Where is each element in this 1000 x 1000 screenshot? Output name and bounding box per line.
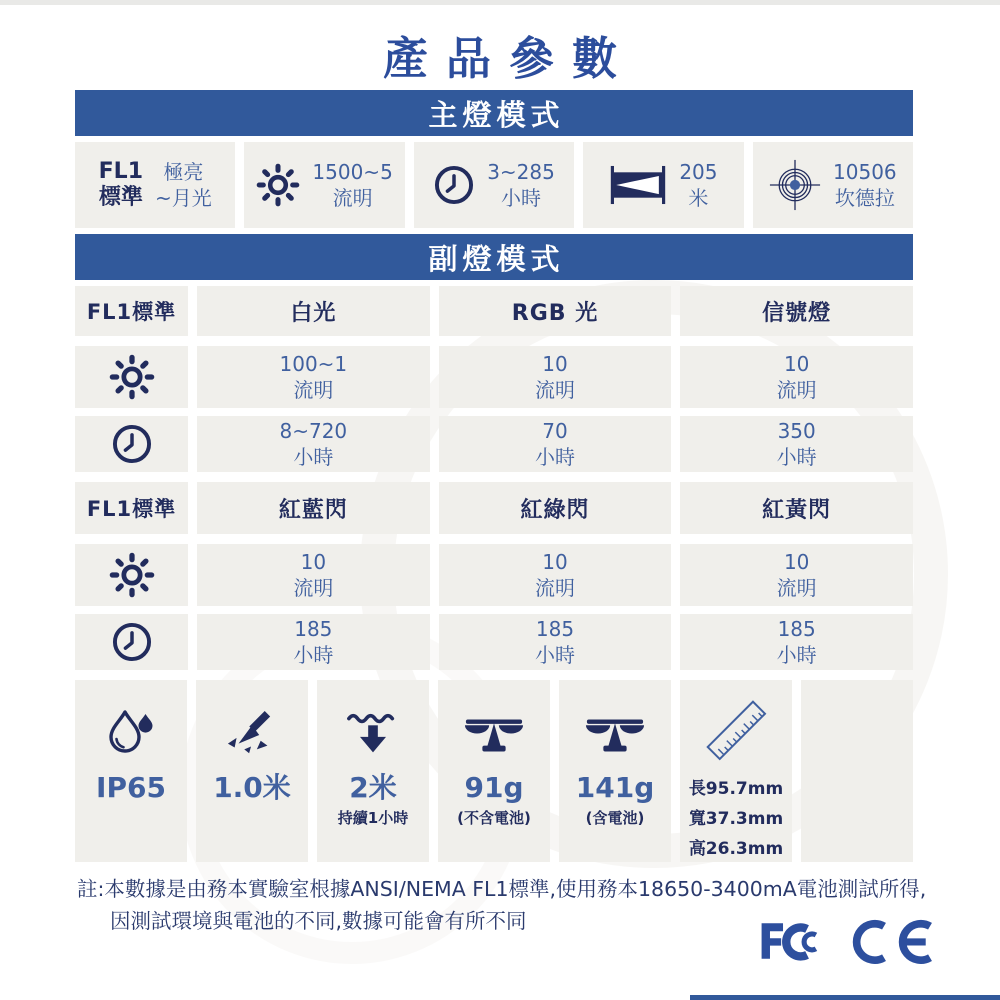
fl1-standard-cell bbox=[75, 142, 235, 228]
signal-light-lumens-cell bbox=[680, 346, 913, 408]
rgb-light-header: RGB 光 bbox=[511, 300, 599, 326]
red-blue-flash-lumens-unit: 流明 bbox=[293, 576, 334, 600]
main-lumens-unit: 流明 bbox=[332, 186, 373, 210]
fl1-standard-header: FL1標準 bbox=[86, 300, 177, 324]
fl1-line1: FL1 bbox=[98, 158, 143, 184]
footnote-line2: 因測試環境與電池的不同,數據可能會有所不同 bbox=[110, 908, 527, 933]
fl1-line2: 標準 bbox=[98, 185, 143, 210]
impact-icon bbox=[225, 696, 279, 772]
red-green-flash-lumens-value: 10 bbox=[542, 550, 568, 574]
sub-table1-runtime-row bbox=[75, 416, 913, 472]
weight-without-battery-cell bbox=[438, 680, 550, 862]
impact-rating-cell bbox=[196, 680, 308, 862]
ratings-row bbox=[75, 680, 913, 862]
sub-table1-standard-cell bbox=[75, 286, 188, 336]
sub-table2-standard-cell bbox=[75, 482, 188, 534]
fl1-standard-label bbox=[99, 159, 143, 212]
scale-icon bbox=[584, 696, 646, 772]
white-light-header: 白光 bbox=[290, 300, 337, 326]
red-yellow-flash-runtime-unit: 小時 bbox=[776, 643, 817, 667]
red-green-flash-lumens-unit: 流明 bbox=[535, 576, 575, 600]
red-blue-flash-lumens-value: 10 bbox=[300, 550, 327, 574]
clock-icon bbox=[433, 164, 475, 206]
red-yellow-flash-lumens-value: 10 bbox=[783, 550, 810, 574]
beam-distance-value: 205 bbox=[679, 160, 718, 184]
brightness-range-label bbox=[155, 159, 212, 211]
red-blue-flash-header-cell bbox=[197, 482, 430, 534]
signal-light-lumens-unit: 流明 bbox=[776, 378, 817, 402]
main-runtime-unit: 小時 bbox=[501, 186, 542, 210]
red-blue-flash-runtime-unit: 小時 bbox=[293, 643, 334, 667]
sub-table2-runtime-row bbox=[75, 614, 913, 670]
sun-icon bbox=[109, 552, 155, 598]
beam-distance-unit: 米 bbox=[688, 186, 709, 210]
footnote-line1: 註:本數據是由務本實驗室根據ANSI/NEMA FL1標準,使用務本18650-3400mA電池測試所得, bbox=[77, 877, 927, 901]
red-yellow-flash-lumens-cell bbox=[680, 544, 913, 606]
rgb-light-runtime-value: 70 bbox=[542, 419, 568, 443]
rgb-light-header-cell bbox=[439, 286, 672, 336]
signal-light-runtime-unit: 小時 bbox=[776, 445, 817, 469]
submersion-rating-note: 持續1小時 bbox=[337, 809, 409, 828]
red-blue-flash-runtime-cell bbox=[197, 614, 430, 670]
level-line2: ~月光 bbox=[155, 186, 212, 210]
submersion-rating-cell bbox=[317, 680, 429, 862]
sub-mode-header-label: 副燈模式 bbox=[428, 241, 565, 276]
red-blue-flash-header: 紅藍閃 bbox=[278, 497, 348, 523]
dimension-width: 寬37.3mm bbox=[688, 809, 784, 829]
red-green-flash-header: 紅綠閃 bbox=[520, 497, 590, 523]
waterproof-rating-cell bbox=[75, 680, 187, 862]
red-green-flash-runtime-value: 185 bbox=[535, 617, 575, 641]
signal-light-runtime-cell bbox=[680, 416, 913, 472]
signal-light-header-cell bbox=[680, 286, 913, 336]
peak-intensity-unit: 坎德拉 bbox=[834, 186, 895, 210]
impact-rating-value: 1.0米 bbox=[213, 771, 291, 804]
ce-logo bbox=[850, 916, 942, 966]
sun-icon bbox=[256, 163, 300, 207]
candela-icon bbox=[769, 159, 821, 211]
main-lumens-value: 1500~5 bbox=[312, 160, 393, 184]
lumens-icon-cell2 bbox=[75, 544, 188, 606]
submersion-rating-value: 2米 bbox=[349, 771, 397, 804]
red-green-flash-runtime-cell bbox=[439, 614, 672, 670]
main-mode-header-label: 主燈模式 bbox=[428, 97, 565, 132]
certification-logos bbox=[756, 916, 942, 966]
sub-mode-header bbox=[75, 234, 913, 280]
waterproof-rating-value: IP65 bbox=[96, 771, 166, 804]
red-green-flash-lumens-cell bbox=[439, 544, 672, 606]
main-mode-header bbox=[75, 90, 913, 136]
runtime-icon-cell2 bbox=[75, 614, 188, 670]
weight-without-battery-note: (不含電池) bbox=[457, 809, 531, 828]
beam-distance-icon bbox=[609, 163, 667, 207]
red-blue-flash-runtime-value: 185 bbox=[294, 617, 333, 641]
red-yellow-flash-runtime-value: 185 bbox=[777, 617, 816, 641]
main-runtime-value: 3~285 bbox=[487, 160, 555, 184]
red-yellow-flash-header-cell bbox=[680, 482, 913, 534]
weight-with-battery-value: 141g bbox=[575, 771, 655, 804]
dimension-length: 長95.7mm bbox=[688, 779, 784, 799]
page-title: 產品參數 bbox=[382, 32, 635, 85]
weight-with-battery-cell bbox=[559, 680, 671, 862]
red-green-flash-header-cell bbox=[439, 482, 672, 534]
red-yellow-flash-lumens-unit: 流明 bbox=[776, 576, 817, 600]
clock-icon bbox=[111, 621, 153, 663]
signal-light-header: 信號燈 bbox=[762, 300, 832, 326]
submersion-icon bbox=[346, 696, 400, 772]
rgb-light-runtime-cell bbox=[439, 416, 672, 472]
white-light-header-cell bbox=[197, 286, 430, 336]
red-green-flash-runtime-unit: 小時 bbox=[535, 643, 575, 667]
ruler-icon bbox=[696, 688, 776, 772]
clock-icon bbox=[111, 423, 153, 465]
rgb-light-runtime-unit: 小時 bbox=[535, 445, 575, 469]
sub-table2-lumens-row bbox=[75, 544, 913, 606]
white-light-lumens-cell bbox=[197, 346, 430, 408]
peak-intensity-cell bbox=[753, 142, 913, 228]
main-lumens-cell bbox=[244, 142, 404, 228]
runtime-icon-cell bbox=[75, 416, 188, 472]
weight-without-battery-value: 91g bbox=[464, 771, 524, 804]
white-light-runtime-cell bbox=[197, 416, 430, 472]
ratings-empty-cell bbox=[801, 680, 913, 862]
red-yellow-flash-runtime-cell bbox=[680, 614, 913, 670]
fcc-logo bbox=[756, 916, 838, 966]
bottom-divider bbox=[690, 995, 1000, 1000]
rgb-light-lumens-cell bbox=[439, 346, 672, 408]
lumens-icon-cell bbox=[75, 346, 188, 408]
sun-icon bbox=[109, 354, 155, 400]
red-blue-flash-lumens-cell bbox=[197, 544, 430, 606]
top-divider bbox=[0, 0, 1000, 5]
water-drop-icon bbox=[103, 696, 159, 772]
scale-icon bbox=[463, 696, 525, 772]
white-light-runtime-unit: 小時 bbox=[293, 445, 334, 469]
dimensions-cell bbox=[680, 680, 792, 862]
sub-table1-header-row bbox=[75, 286, 913, 336]
white-light-lumens-value: 100~1 bbox=[279, 352, 348, 376]
beam-distance-cell bbox=[583, 142, 743, 228]
level-line1: 極亮 bbox=[163, 160, 204, 184]
sub-table2-header-row bbox=[75, 482, 913, 534]
red-yellow-flash-header: 紅黃閃 bbox=[762, 497, 832, 523]
weight-with-battery-note: (含電池) bbox=[585, 809, 645, 828]
rgb-light-lumens-value: 10 bbox=[542, 352, 568, 376]
main-mode-row bbox=[75, 142, 913, 228]
white-light-lumens-unit: 流明 bbox=[293, 378, 334, 402]
sub-table1-lumens-row bbox=[75, 346, 913, 408]
main-runtime-cell bbox=[414, 142, 574, 228]
peak-intensity-value: 10506 bbox=[833, 160, 897, 184]
dimension-height: 高26.3mm bbox=[688, 839, 784, 859]
white-light-runtime-value: 8~720 bbox=[279, 419, 348, 443]
fl1-standard-header2: FL1標準 bbox=[86, 497, 177, 521]
signal-light-lumens-value: 10 bbox=[783, 352, 810, 376]
rgb-light-lumens-unit: 流明 bbox=[535, 378, 575, 402]
signal-light-runtime-value: 350 bbox=[777, 419, 816, 443]
